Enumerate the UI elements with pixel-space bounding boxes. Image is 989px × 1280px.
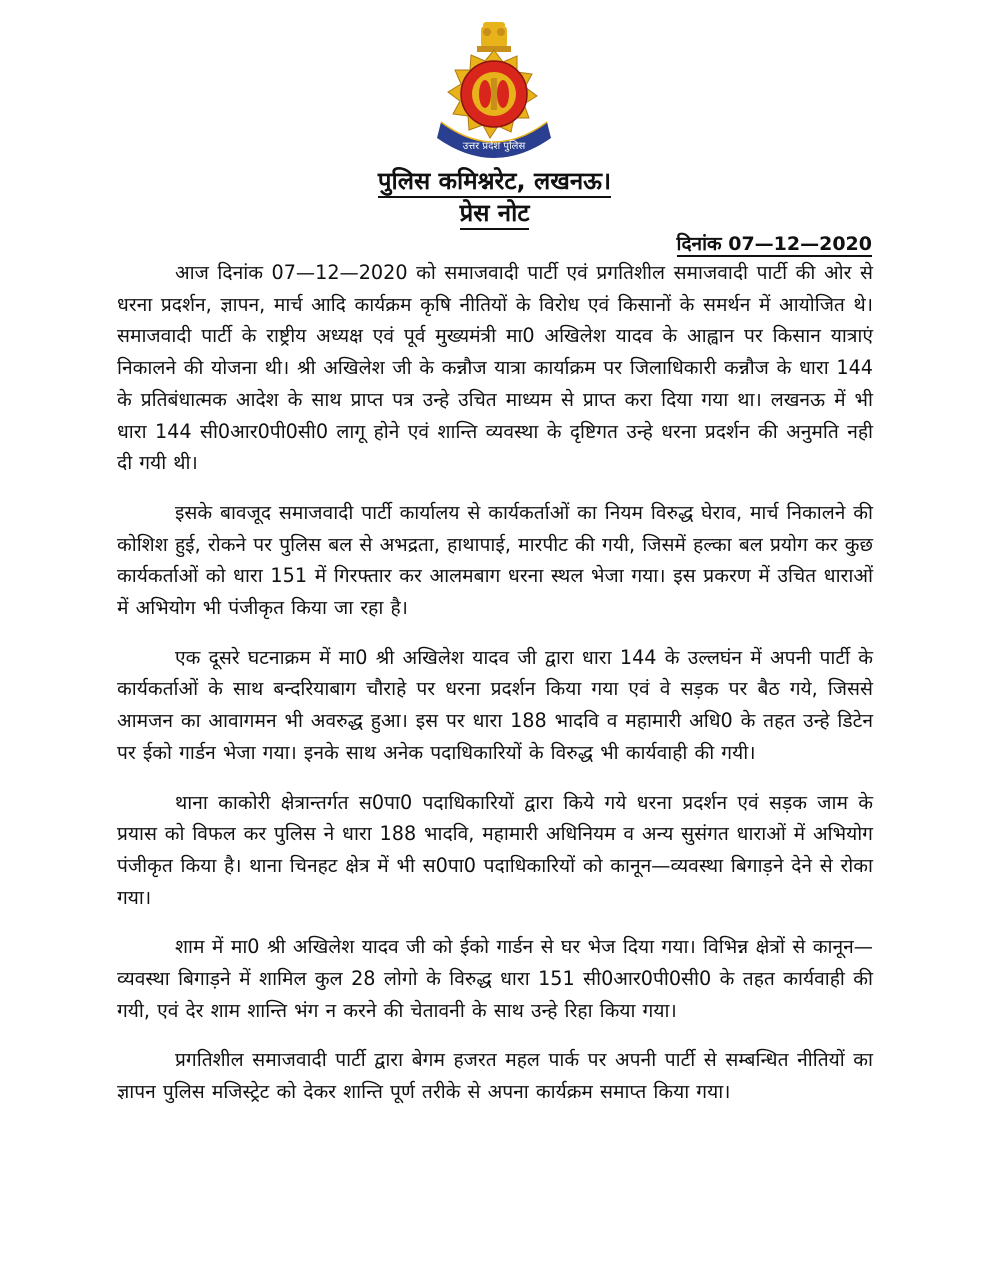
press-note-body [117,257,873,1126]
paragraph-6: प्रगतिशील समाजवादी पार्टी द्वारा बेगम हजरत महल पार्क पर अपनी पार्टी से सम्बन्धित नीतियों का ज्ञापन पुलिस मजिस्ट्रेट को देकर शान्ति पूर्ण तरीके से अपना कार्यक्रम समाप्त किया गया। [117,1048,873,1104]
lion-capital-icon [477,22,511,52]
emblem-caption: उत्तर प्रदेश पुलिस [462,141,526,152]
office-title-block [0,166,989,196]
press-note-title-block [0,198,989,228]
paragraph-4: थाना काकोरी क्षेत्रान्तर्गत स0पा0 पदाधिकारियों द्वारा किये गये धरना प्रदर्शन एवं सड़क जाम के प्रयास को विफल कर पुलिस ने धारा 188 भादवि, महामारी अधिनियम व अन्य सुसंगत धाराओं में अभियोग पंजीकृत किया है। थाना चिनहट क्षेत्र में भी स0पा0 पदाधिकारियों को कानून—व्यवस्था बिगाड़ने देने से रोका गया। [117,790,873,909]
star-badge-icon [448,50,537,138]
date-block [677,232,872,256]
up-police-emblem-icon [433,22,555,158]
paragraph-3: एक दूसरे घटनाक्रम में मा0 श्री अखिलेश यादव जी द्वारा धारा 144 के उल्लघंन में अपनी पार्टी के कार्यकर्ताओं के साथ बन्दरियाबाग चौराहे पर धरना प्रदर्शन किया गया एवं वे सड़क पर बैठ गये, जिससे आमजन का आवागमन भी अवरुद्ध हुआ। इस पर धारा 188 भादवि व महामारी अधि0 के तहत उन्हे डिटेन पर ईको गार्डन भेजा गया। इनके साथ अनेक पदाधिकारियों के विरुद्ध भी कार्यवाही की गयी। [117,645,873,764]
press-note-date: दिनांक 07—12—2020 [676,233,872,255]
press-note-title: प्रेस नोट [460,199,530,230]
paragraph-2: इसके बावजूद समाजवादी पार्टी कार्यालय से कार्यकर्ताओं का नियम विरुद्ध घेराव, मार्च निकालने की कोशिश हुई, रोकने पर पुलिस बल से अभद्रता, हाथापाई, मारपीट की गयी, जिसमें हल्का बल प्रयोग कर कुछ कार्यकर्ताओं को धारा 151 में गिरफ्तार कर आलमबाग धरना स्थल भेजा गया। इस प्रकरण में उचित धाराओं में अभियोग भी पंजीकृत किया जा रहा है। [117,500,873,620]
paragraph-1: आज दिनांक 07—12—2020 को समाजवादी पार्टी एवं प्रगतिशील समाजवादी पार्टी की ओर से धरना प्रदर्शन, ज्ञापन, मार्च आदि कार्यक्रम कृषि नीतियों के विरोध एवं किसानों के समर्थन में आयोजित थे। समाजवादी पार्टी के राष्ट्रीय अध्यक्ष एवं पूर्व मुख्यमंत्री मा0 अखिलेश यादव के आह्वान पर किसान यात्राएं निकालने की योजना थी। श्री अखिलेश जी के कन्नौज यात्रा कार्याक्रम पर जिलाधिकारी कन्नौज के धारा 144 के प्रतिबंधात्मक आदेश के साथ प्राप्त पत्र उन्हे उचित माध्यम से प्राप्त करा दिया गया था। लखनऊ में भी धारा 144 सी0आर0पी0सी0 लागू होने एवं शान्ति व्यवस्था के दृष्टिगत उन्हे धरना प्रदर्शन की अनुमति नही दी गयी थी। [117,261,873,475]
office-title: पुलिस कमिश्नरेट, लखनऊ। [378,167,611,198]
paragraph-5: शाम में मा0 श्री अखिलेश यादव जी को ईको गार्डन से घर भेज दिया गया। विभिन्न क्षेत्रों से कानून—व्यवस्था बिगाड़ने में शामिल कुल 28 लोगो के विरुद्ध धारा 151 सी0आर0पी0सी0 के तहत कार्यवाही की गयी, एवं देर शाम शान्ति भंग न करने की चेतावनी के साथ उन्हे रिहा किया गया। [117,935,873,1022]
